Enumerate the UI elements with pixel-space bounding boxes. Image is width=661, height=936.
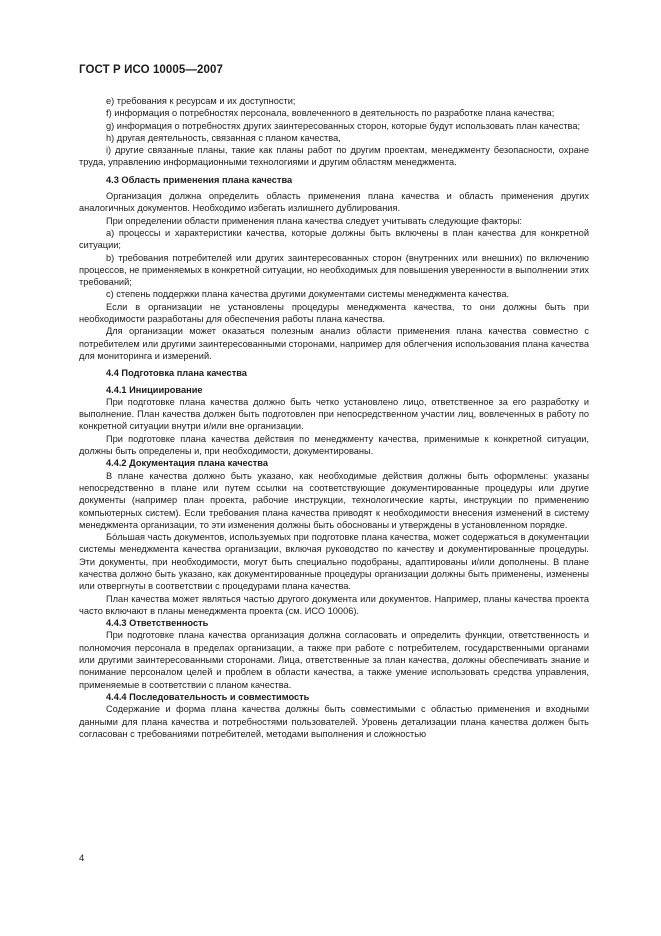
paragraph: a) процессы и характеристики качества, которые должны быть включены в план качества для конкретной ситуации; [79, 227, 589, 251]
page-number: 4 [79, 853, 85, 864]
paragraph: Бóльшая часть документов, используемых при подготовке плана качества, может содержаться в документации системы менеджмента качества организации, включая руководство по качеству и документированные процедуры. Эти документы, при необходимости, могут быть специально подобраны, адаптированы и/или дополнены. В плане качества должно быть указано, как документированные процедуры организации должны быть применены, изменены или отвергнуты в соответствии с процедурами плана качества. [79, 532, 589, 592]
paragraph: При подготовке плана качества организация должна согласовать и определить функции, ответственность и полномочия персонала в пределах организации, а также при работе с потребителем, государственными органами или другими заинтересованными сторонами. Лица, ответственные за план качества, должны обеспечивать знание и понимание персоналом целей и проблем в области качества, а также умение использовать средства управления, применяемые в соответствии с планом качества. [79, 630, 589, 690]
document-body [79, 95, 589, 740]
paragraph: Для организации может оказаться полезным анализ области применения плана качества совместно с потребителем или другими заинтересованными сторонами, например для облегчения использования плана качества для мониторинга и измерений. [79, 326, 589, 361]
paragraph: При подготовке плана качества действия по менеджменту качества, применимые к конкретной ситуации, должны быть определены и, при необходимости, документированы. [79, 433, 589, 457]
paragraph: Если в организации не установлены процедуры менеджмента качества, то они должны быть при необходимости разработаны для обеспечения работы плана качества. [79, 301, 589, 325]
paragraph: h) другая деятельность, связанная с планом качества, [106, 132, 341, 143]
section-heading: 4.3 Область применения плана качества [106, 174, 293, 185]
paragraph: i) другие связанные планы, такие как планы работ по другим проектам, менеджменту безопасности, охране труда, управлению информационными технологиями и другим областям менеджмента. [79, 145, 589, 168]
paragraph: В плане качества должно быть указано, как необходимые действия должны быть оформлены: указаны непосредственно в плане или путем ссылки на соответствующие документированные процедуры или другие документы (например план проекта, рабочие инструкции, технологические карты, инструкции по применению компьютерных систем). Если требования плана качества приводят к необходимости внесения изменений в систему менеджмента организации, то эти изменения должны быть обоснованы и утверждены в установленном порядке. [79, 470, 589, 530]
paragraph: Организация должна определить область применения плана качества и область применения других аналогичных документов. Необходимо избегать излишнего дублирования. [79, 191, 589, 214]
paragraph: При подготовке плана качества должно быть четко установлено лицо, ответственное за его разработку и выполнение. План качества должен быть подготовлен при непосредственном участии лиц, вовлеченных в работу по конкретной ситуации внутри и/или вне организации. [79, 396, 589, 432]
section-heading: 4.4.4 Последовательность и совместимость [106, 691, 310, 702]
paragraph: e) требования к ресурсам и их доступности; [106, 96, 296, 106]
section-heading: 4.4.1 Инициирование [106, 384, 203, 395]
paragraph: Содержание и форма плана качества должны быть совместимыми с областью применения и входными данными для плана качества и потребностями пользователей. Уровень детализации плана качества должен быть согласован с требованиями потребителей, методами выполнения и сложностью [79, 704, 589, 739]
section-heading: 4.4.2 Документация плана качества [106, 458, 268, 469]
paragraph: При определении области применения плана качества следует учитывать следующие факторы: [106, 215, 522, 226]
section-heading: 4.4 Подготовка плана качества [106, 368, 247, 379]
paragraph: f) информация о потребностях персонала, вовлеченного в деятельность по разработке плана качества; [106, 108, 555, 119]
paragraph: g) информация о потребностях других заинтересованных сторон, которые будут использовать план качества; [106, 120, 581, 131]
document-header: ГОСТ Р ИСО 10005—2007 [79, 64, 224, 76]
section-heading: 4.4.3 Ответственность [106, 618, 209, 629]
paragraph: c) степень поддержки плана качества другими документами системы менеджмента качества. [106, 289, 510, 300]
paragraph: План качества может являться частью другого документа или документов. Например, планы качества проекта часто включают в планы менеджмента проекта (см. ИСО 10006). [79, 593, 589, 616]
paragraph: b) требования потребителей или других заинтересованных сторон (внутренних или внешних) по включению процессов, не применяемых в конкретной ситуации, но необходимых для повышения уверенности в выполнении этих требований; [79, 252, 589, 288]
